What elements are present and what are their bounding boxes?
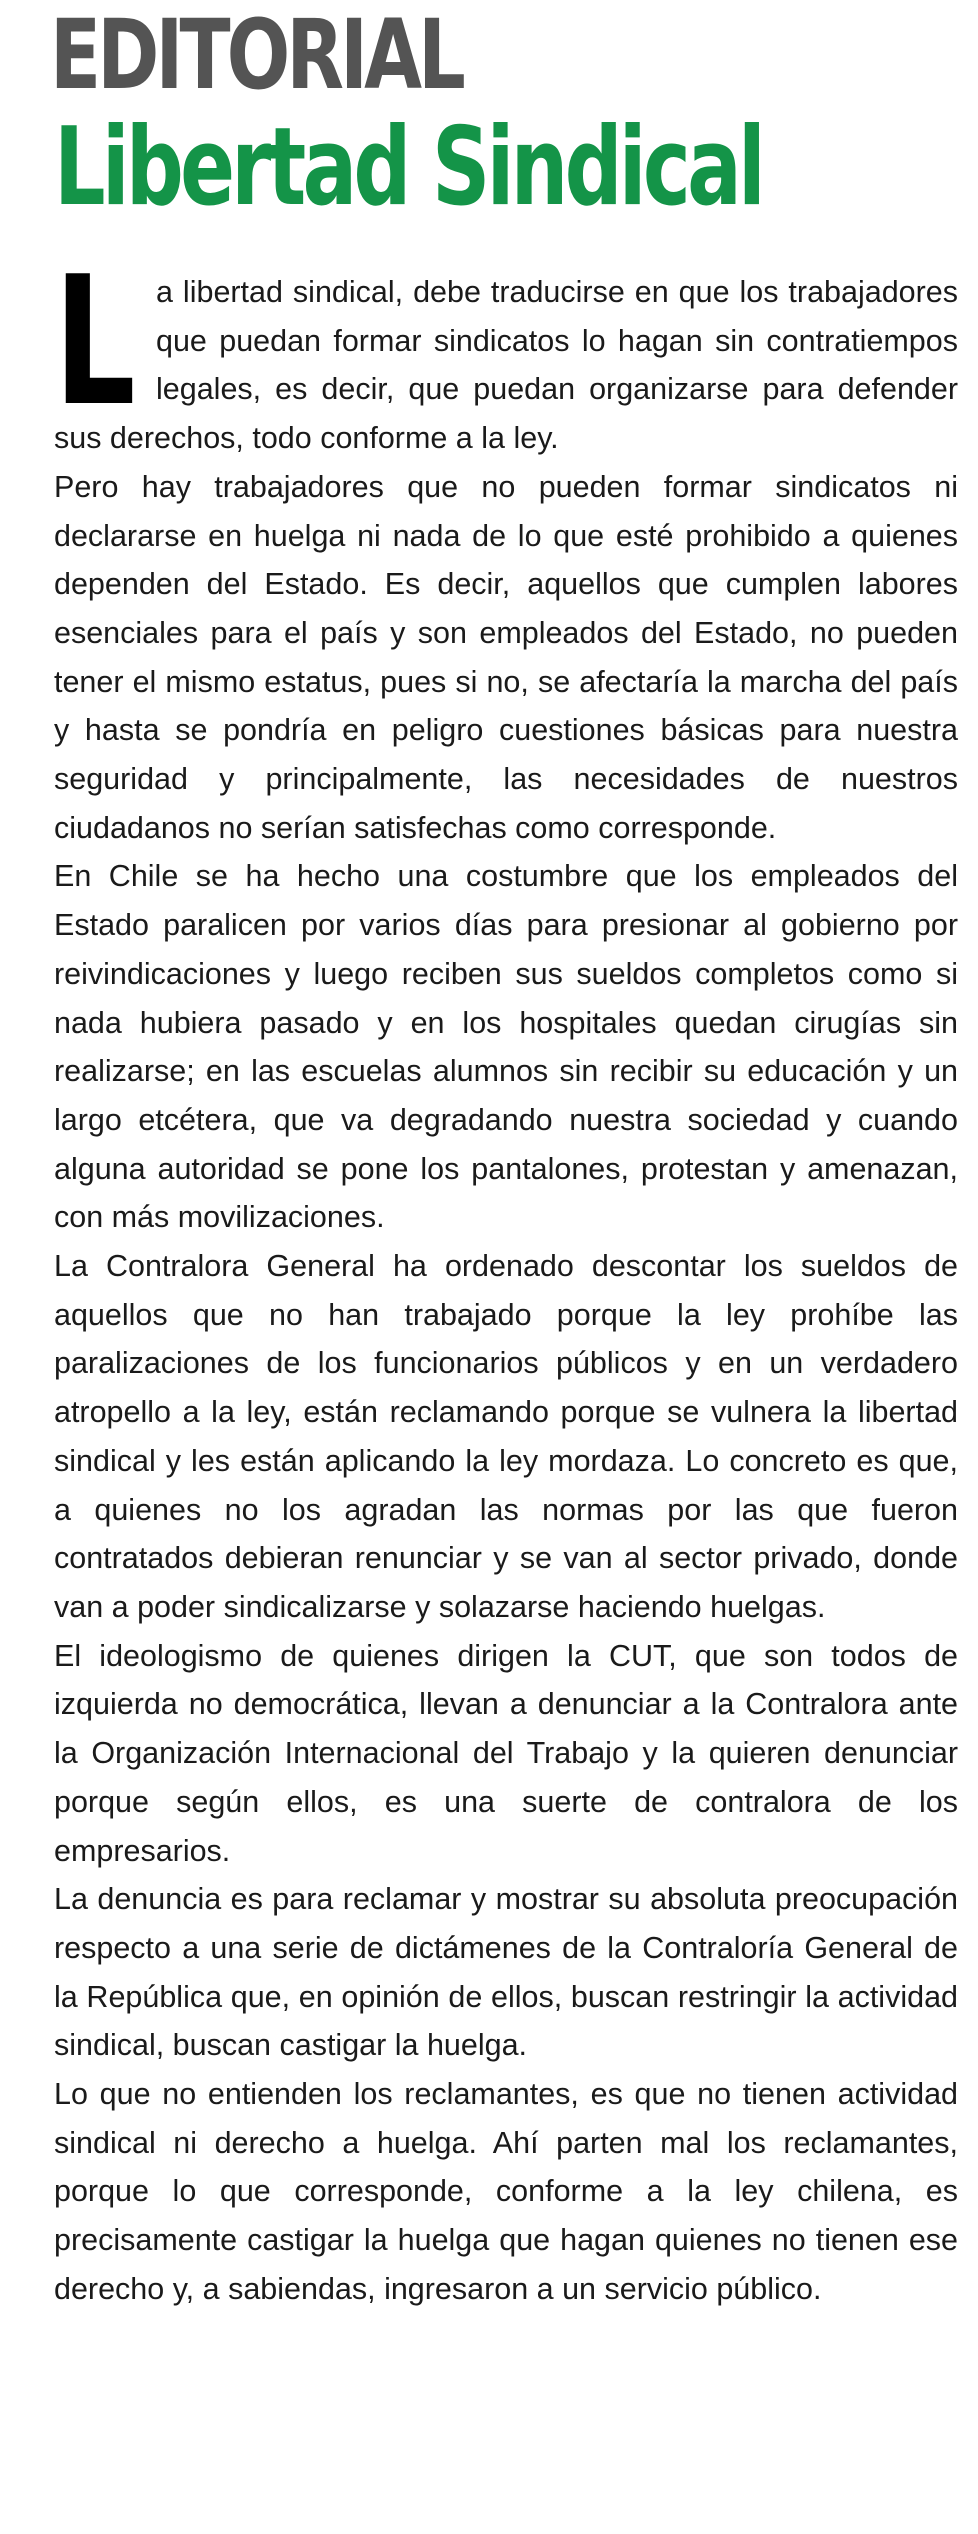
article-paragraph-3: En Chile se ha hecho una costumbre que los empleados del Estado paralicen por varios días para presionar al gobierno por reivindicaciones y luego reciben sus sueldos completos como si nada hubiera pasado y en los hospitales quedan cirugías sin realizarse; en las escuelas alumnos sin recibir su educación y un largo etcétera, que va degradando nuestra sociedad y cuando alguna autoridad se pone los pantalones, protestan y amenazan, con más movilizaciones. [54, 859, 958, 1235]
paragraph-1-text: a libertad sindical, debe traducirse en que los trabajadores que puedan formar sindicatos lo hagan sin contratiempos legales, es decir, que puedan organizarse para defender sus derechos, todo conforme a la ley. [54, 275, 958, 456]
article-paragraph-2: Pero hay trabajadores que no pueden formar sindicatos ni declararse en huelga ni nada de lo que esté prohibido a quienes dependen del Estado. Es decir, aquellos que cumplen labores esenciales para el país y son empleados del Estado, no pueden tener el mismo estatus, pues si no, se afectaría la marcha del país y hasta se pondría en peligro cuestiones básicas para nuestra seguridad y principalmente, las necesidades de nuestros ciudadanos no serían satisfechas como corresponde. [54, 469, 958, 845]
article-body [54, 238, 958, 2314]
article-paragraph-1 [54, 238, 958, 463]
article-paragraph-7: Lo que no entienden los reclamantes, es que no tienen actividad sindical ni derecho a huelga. Ahí parten mal los reclamantes, porque lo que corresponde, conforme a la ley chilena, es precisamente castigar la huelga que hagan quienes no tienen ese derecho y, a sabiendas, ingresaron a un servicio público. [54, 2077, 958, 2306]
section-kicker: EDITORIAL [50, 0, 462, 111]
article-headline: Libertad Sindical [54, 105, 763, 230]
article-paragraph-5: El ideologismo de quienes dirigen la CUT, que son todos de izquierda no democrática, llevan a denunciar a la Contralora ante la Organización Internacional del Trabajo y la quieren denunciar porque según ellos, es una suerte de contralora de los empresarios. [54, 1638, 958, 1868]
article-paragraph-6: La denuncia es para reclamar y mostrar su absoluta preocupación respecto a una serie de dictámenes de la Contraloría General de la República que, en opinión de ellos, buscan restringir la actividad sindical, buscan castigar la huelga. [54, 1882, 958, 2063]
drop-cap: L [54, 238, 136, 445]
article-paragraph-4: La Contralora General ha ordenado descontar los sueldos de aquellos que no han trabajado porque la ley prohíbe las paralizaciones de los funcionarios públicos y en un verdadero atropello a la ley, están reclamando porque se vulnera la libertad sindical y les están aplicando la ley mordaza. Lo concreto es que, a quienes no los agradan las normas por las que fueron contratados debieran renunciar y se van al sector privado, donde van a poder sindicalizarse y solazarse haciendo huelgas. [54, 1249, 958, 1624]
